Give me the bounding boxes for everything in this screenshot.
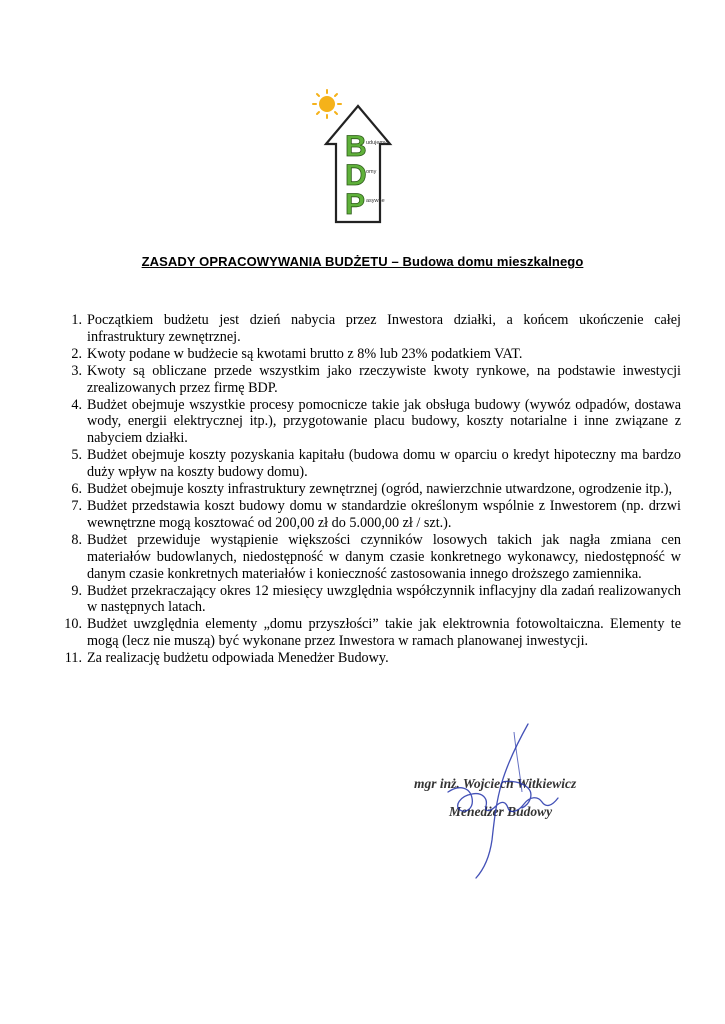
rule-text: Budżet uwzględnia elementy „domu przyszłości” takie jak elektrownia fotowoltaiczna. Elementy te mogą (lecz nie muszą) być wykonane przez Inwestora w ramach planowanej inwestycji.: [87, 616, 681, 650]
rule-text: Budżet przekraczający okres 12 miesięcy uwzględnia współczynnik inflacyjny dla zadań realizowanych w następnych latach.: [87, 582, 681, 616]
rule-text: Budżet przewiduje wystąpienie większości czynników losowych takich jak nagła zmiana cen materiałów budowlanych, niedostępność w danym czasie konkretnego wykonawcy, niedostępność w danym czasie konkretnych materiałów i konieczność zastosowania innego droższego zamiennika.: [87, 531, 681, 582]
rule-text: Za realizację budżetu odpowiada Menedżer Budowy.: [87, 650, 389, 667]
rule-item: [60, 583, 681, 617]
signatory-name: mgr inż. Wojciech Witkiewicz: [414, 776, 577, 791]
document-title: ZASADY OPRACOWYWANIA BUDŻETU – Budowa domu mieszkalnego: [141, 254, 584, 269]
logo-letter-p: P: [345, 188, 366, 221]
handwritten-signature: [430, 722, 580, 882]
logo-word-2: omy: [366, 169, 377, 175]
rule-item: [60, 363, 681, 397]
rule-item: [60, 616, 681, 650]
logo-word-1: udujemy: [366, 140, 387, 146]
rule-number: 6.: [71, 481, 82, 498]
rule-item: [60, 498, 681, 532]
rule-item: [60, 447, 681, 481]
rule-number: 11.: [64, 650, 82, 667]
rule-text: Budżet obejmuje wszystkie procesy pomocnicze takie jak obsługa budowy (wywóz odpadów, dostawa wody, energii elektrycznej itp.), przygotowanie placu budowy, koszty notarialne i inne związane z nabyciem działki.: [87, 396, 681, 447]
rule-text: Budżet przedstawia koszt budowy domu w standardzie określonym wspólnie z Inwestorem (np. drzwi wewnętrzne mogą kosztować od 200,00 zł do 5.000,00 zł / szt.).: [87, 497, 681, 531]
rule-number: 9.: [71, 582, 82, 599]
rule-text: Budżet obejmuje koszty pozyskania kapitału (budowa domu w oparciu o kredyt hipoteczny ma bardzo duży wpływ na koszty budowy domu).: [87, 447, 681, 481]
logo-word-3: asywne: [366, 198, 385, 204]
rule-number: 5.: [71, 447, 82, 464]
logo-letter-b: B: [345, 130, 367, 163]
rule-number: 1.: [71, 312, 82, 328]
rule-number: 10.: [64, 616, 82, 633]
rule-text: Budżet obejmuje koszty infrastruktury zewnętrznej (ogród, nawierzchnie utwardzone, ogrodzenie itp.),: [87, 481, 673, 498]
rule-number: 8.: [71, 531, 82, 548]
rule-item: [60, 532, 681, 583]
sun-icon: [313, 90, 341, 118]
rule-text: Początkiem budżetu jest dzień nabycia przez Inwestora działki, a końcem ukończenie całej infrastruktury zewnętrznej.: [87, 312, 681, 345]
logo-letter-d: D: [345, 159, 367, 192]
company-logo: [300, 82, 418, 232]
rule-item: [60, 650, 681, 667]
rule-text: Kwoty podane w budżecie są kwotami brutto z 8% lub 23% podatkiem VAT.: [87, 345, 523, 362]
rule-item: [60, 312, 681, 346]
rule-text: Kwoty są obliczane przede wszystkim jako rzeczywiste kwoty rynkowe, na podstawie inwestycji zrealizowanych przez firmę BDP.: [87, 362, 681, 396]
rule-number: 4.: [71, 396, 82, 413]
house-logo-graphic: [300, 82, 418, 232]
rule-item: [60, 481, 681, 498]
rule-number: 7.: [71, 497, 82, 514]
rule-item: [60, 346, 681, 363]
rule-number: 2.: [71, 345, 82, 362]
signatory-role: Menedżer Budowy: [449, 804, 553, 819]
budget-rules-list: [60, 312, 681, 667]
rule-item: [60, 397, 681, 448]
rule-number: 3.: [71, 362, 82, 379]
